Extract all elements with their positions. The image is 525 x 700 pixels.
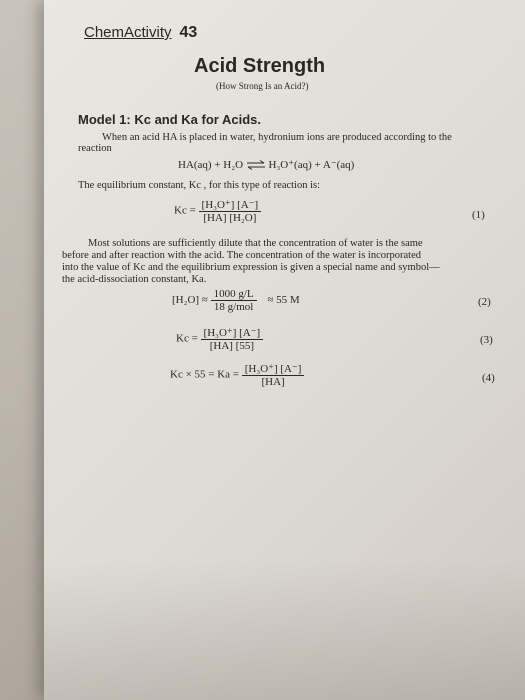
page-shadow bbox=[44, 560, 525, 700]
eq2-denominator: 18 g/mol bbox=[213, 301, 254, 313]
chem-activity-header bbox=[84, 24, 197, 42]
eq2-lhs: [H₂O] ≈ bbox=[172, 294, 208, 307]
eq1-numerator: [H₃O⁺] [A⁻] bbox=[199, 198, 262, 212]
eq4-number: (4) bbox=[482, 372, 495, 384]
model-heading: Model 1: Kc and Ka for Acids. bbox=[78, 112, 261, 127]
activity-label: ChemActivity bbox=[84, 24, 172, 41]
eq1-fraction bbox=[199, 198, 262, 224]
eq2-number: (2) bbox=[478, 296, 491, 308]
eq2-numerator: 1000 g/L bbox=[211, 288, 257, 301]
eq1-number: (1) bbox=[472, 209, 485, 221]
constant-text: The equilibrium constant, Kc , for this type of reaction is: bbox=[78, 180, 321, 191]
eq4-lhs: Kc × 55 = Ka = bbox=[170, 368, 240, 381]
reaction-reactants: HA(aq) + H₂O bbox=[178, 159, 244, 171]
eq3-number: (3) bbox=[480, 334, 493, 346]
reaction-equation bbox=[178, 158, 354, 171]
equilibrium-arrow-icon bbox=[246, 160, 266, 170]
para2-line-3: into the value of Kc and the equilibrium expression is given a special name and symbol— bbox=[62, 262, 440, 273]
eq4-numerator: [H₃O⁺] [A⁻] bbox=[242, 362, 305, 376]
reaction-products: H₃O⁺(aq) + A⁻(aq) bbox=[268, 159, 355, 171]
textbook-page bbox=[44, 0, 525, 700]
page-title: Acid Strength bbox=[194, 55, 326, 77]
eq1-denominator: [HA] [H₂O] bbox=[203, 212, 257, 224]
equation-1 bbox=[174, 198, 261, 224]
intro-line-1: When an acid HA is placed in water, hydronium ions are produced according to the bbox=[102, 132, 452, 143]
equation-3 bbox=[176, 326, 263, 352]
eq2-fraction bbox=[211, 288, 257, 313]
activity-number: 43 bbox=[179, 24, 198, 41]
para2-line-4: the acid-dissociation constant, Ka. bbox=[62, 274, 207, 285]
equation-4 bbox=[170, 362, 304, 388]
eq2-rhs: ≈ 55 M bbox=[267, 294, 300, 307]
eq4-fraction bbox=[242, 362, 305, 388]
eq3-numerator: [H₃O⁺] [A⁻] bbox=[201, 326, 264, 340]
equation-2 bbox=[172, 288, 300, 313]
para2-line-1: Most solutions are sufficiently dilute that the concentration of water is the same bbox=[88, 238, 423, 249]
eq3-lhs: Kc = bbox=[176, 332, 198, 345]
eq3-denominator: [HA] [55] bbox=[209, 340, 255, 352]
eq3-fraction bbox=[201, 326, 264, 352]
eq1-lhs: Kc = bbox=[174, 204, 196, 217]
intro-line-2: reaction bbox=[78, 143, 112, 154]
para2-line-2: before and after reaction with the acid. The concentration of the water is incorporated bbox=[62, 250, 421, 261]
eq4-denominator: [HA] bbox=[261, 376, 285, 388]
page-subtitle: (How Strong Is an Acid?) bbox=[216, 81, 309, 91]
